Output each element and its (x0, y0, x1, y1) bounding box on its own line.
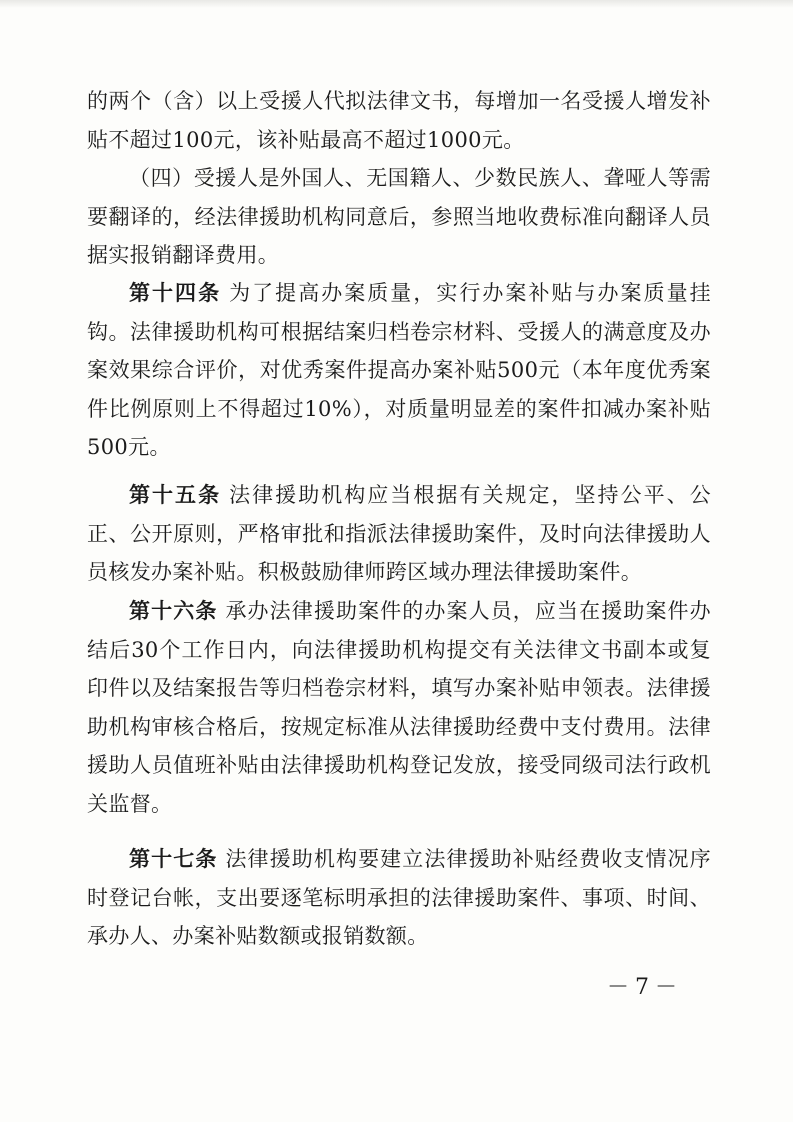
article-label: 第十六条 (129, 598, 218, 623)
article-14 (87, 274, 711, 467)
article-17 (87, 840, 711, 956)
paragraph-item-4 (87, 159, 711, 275)
article-label: 第十七条 (129, 846, 218, 871)
scan-edge (0, 0, 793, 8)
article-15 (87, 476, 711, 592)
paragraph-text: 承办法律援助案件的办案人员，应当在援助案件办结后30个工作日内，向法律援助机构提交有关法律文书副本或复印件以及结案报告等归档卷宗材料，填写办案补贴申领表。法律援助机构审核合格后，按规定标准从法律援助经费中支付费用。法律援助人员值班补贴由法律援助机构登记发放，接受同级司法行政机关监督。 (87, 599, 712, 816)
paragraph-text: 法律援助机构要建立法律援助补贴经费收支情况序时登记台帐，支出要逐笔标明承担的法律援助案件、事项、时间、承办人、办案补贴数额或报销数额。 (87, 847, 712, 948)
page-number: －7－ (607, 975, 683, 1000)
paragraph-continuation (87, 82, 711, 159)
article-16 (87, 592, 711, 823)
article-label: 第十四条 (129, 280, 222, 305)
paragraph-text: 法律援助机构应当根据有关规定，坚持公平、公正、公开原则，严格审批和指派法律援助案件，及时向法律援助人员核发办案补贴。积极鼓励律师跨区域办理法律援助案件。 (87, 483, 711, 584)
paragraph-text: （四）受援人是外国人、无国籍人、少数民族人、聋哑人等需要翻译的，经法律援助机构同意后，参照当地收费标准向翻译人员据实报销翻译费用。 (87, 166, 711, 267)
paragraph-text: 为了提高办案质量，实行办案补贴与办案质量挂钩。法律援助机构可根据结案归档卷宗材料、受援人的满意度及办案效果综合评价，对优秀案件提高办案补贴500元（本年度优秀案件比例原则上不得超过10%），对质量明显差的案件扣减办案补贴500元。 (87, 281, 711, 459)
paragraph-text: 的两个（含）以上受援人代拟法律文书，每增加一名受援人增发补贴不超过100元，该补贴最高不超过1000元。 (87, 89, 711, 152)
article-label: 第十五条 (129, 482, 222, 507)
